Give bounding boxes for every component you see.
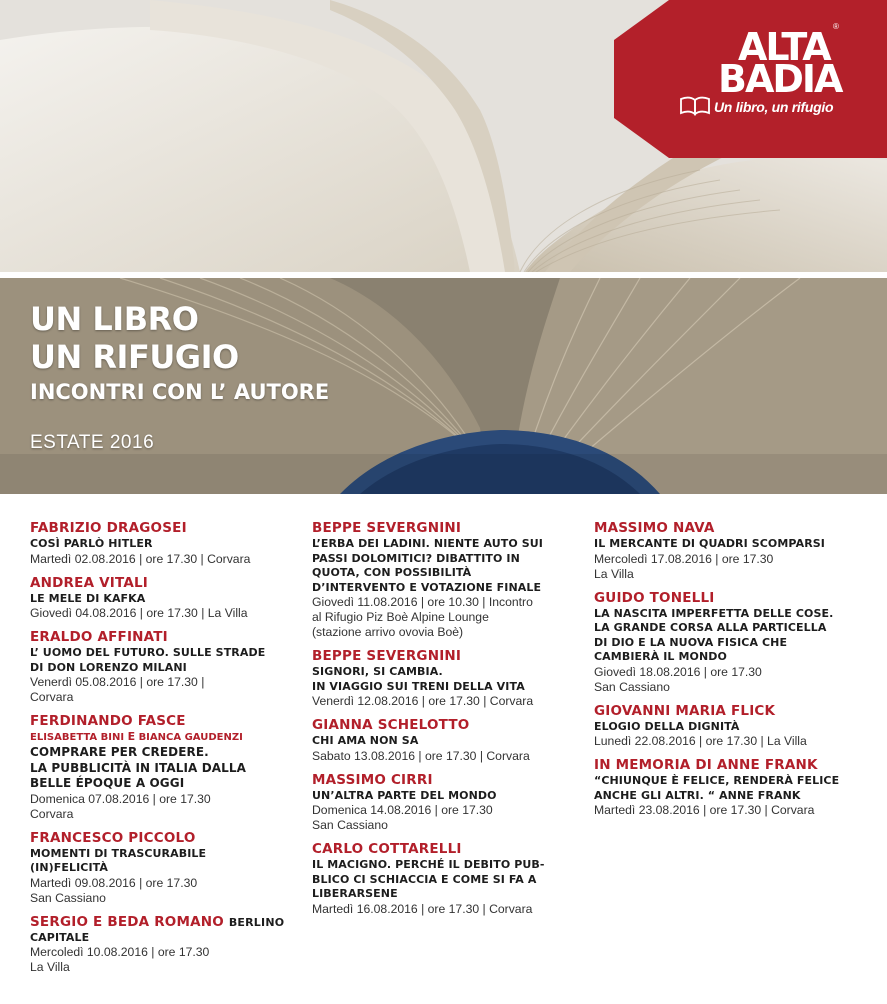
event-item bbox=[30, 830, 300, 906]
subheadline: INCONTRI CON L’ AUTORE bbox=[30, 380, 330, 404]
event-title: L’ERBA DEI LADINI. NIENTE AUTO SUI PASSI DOLOMITICI? DIBATTITO IN QUOTA, CON POSSIBILITÀ D’INTERVENTO E VOTAZIONE FINALE bbox=[312, 537, 543, 594]
event-author: GUIDO TONELLI bbox=[594, 589, 715, 606]
event-author: SERGIO E BEDA ROMANO bbox=[30, 913, 224, 930]
event-item bbox=[312, 717, 584, 764]
event-info: Giovedì 04.08.2016 | ore 17.30 | La Villa bbox=[30, 606, 248, 620]
coauthor-name: ELISABETTA BINI bbox=[30, 732, 125, 743]
event-item bbox=[312, 841, 584, 917]
event-author: ANDREA VITALI bbox=[30, 574, 149, 591]
event-info: Giovedì 11.08.2016 | ore 10.30 | Incontro al Rifugio Piz Boè Alpine Lounge (stazione arrivo ovovia Boè) bbox=[312, 595, 533, 639]
headline-line-2: UN RIFUGIO bbox=[30, 338, 239, 376]
event-info: Mercoledì 17.08.2016 | ore 17.30 La Villa bbox=[594, 551, 774, 581]
event-item bbox=[30, 914, 300, 976]
event-info: Martedì 16.08.2016 | ore 17.30 | Corvara bbox=[312, 901, 533, 916]
event-title: LE MELE DI KAFKA bbox=[30, 591, 146, 605]
event-author: MASSIMO NAVA bbox=[594, 520, 715, 536]
event-author-line bbox=[30, 914, 300, 931]
event-info: Sabato 13.08.2016 | ore 17.30 | Corvara bbox=[312, 748, 530, 763]
event-item bbox=[30, 520, 300, 567]
event-title: CHI AMA NON SA bbox=[312, 734, 419, 747]
event-author: FABRIZIO DRAGOSEI bbox=[30, 520, 187, 536]
coauthor-join: E bbox=[127, 730, 136, 743]
event-info: Mercoledì 10.08.2016 | ore 17.30 La Villa bbox=[30, 945, 210, 974]
hero-photo-bottom bbox=[0, 278, 887, 494]
hero-headline-block bbox=[30, 300, 329, 454]
event-info: Domenica 07.08.2016 | ore 17.30 Corvara bbox=[30, 791, 211, 821]
event-info: Giovedì 18.08.2016 | ore 17.30 San Cassiano bbox=[594, 664, 762, 694]
event-info: Martedì 23.08.2016 | ore 17.30 | Corvara bbox=[594, 803, 815, 817]
event-author: FERDINANDO FASCE bbox=[30, 713, 186, 729]
event-author: BEPPE SEVERGNINI bbox=[312, 520, 462, 536]
event-title: “CHIUNQUE È FELICE, RENDERÀ FELICE ANCHE GLI ALTRI. “ ANNE FRANK bbox=[594, 774, 840, 802]
event-info: Domenica 14.08.2016 | ore 17.30 San Cassiano bbox=[312, 803, 493, 832]
headline-line-1: UN LIBRO bbox=[30, 300, 199, 338]
event-title-inline: BERLINO bbox=[228, 915, 285, 929]
event-title: COSÌ PARLÒ HITLER bbox=[30, 537, 153, 550]
event-title: IL MERCANTE DI QUADRI SCOMPARSI bbox=[594, 537, 825, 550]
event-author: CARLO COTTARELLI bbox=[312, 841, 462, 857]
coauthor-name: BIANCA GAUDENZI bbox=[138, 732, 243, 743]
event-title: COMPRARE PER CREDERE. LA PUBBLICITÀ IN ITALIA DALLA BELLE ÉPOQUE A OGGI bbox=[30, 745, 247, 790]
event-title: LA NASCITA IMPERFETTA DELLE COSE. LA GRANDE CORSA ALLA PARTICELLA DI DIO E LA NUOVA FISICA CHE CAMBIERÀ IL MONDO bbox=[594, 606, 834, 663]
event-author: GIANNA SCHELOTTO bbox=[312, 717, 470, 733]
event-author: IN MEMORIA DI ANNE FRANK bbox=[594, 757, 818, 773]
event-info: Martedì 09.08.2016 | ore 17.30 San Cassiano bbox=[30, 875, 198, 905]
event-title: CAPITALE bbox=[30, 930, 90, 944]
events-column-3 bbox=[594, 520, 864, 826]
event-item bbox=[30, 575, 300, 622]
event-item bbox=[594, 703, 864, 750]
event-title: ELOGIO DELLA DIGNITÀ bbox=[594, 719, 740, 733]
logo-registered-mark: ® bbox=[833, 22, 839, 31]
events-column-2 bbox=[312, 520, 584, 925]
event-info: Venerdì 05.08.2016 | ore 17.30 | Corvara bbox=[30, 675, 205, 704]
event-item bbox=[30, 629, 300, 705]
event-title: MOMENTI DI TRASCURABILE (IN)FELICITÀ bbox=[30, 846, 207, 874]
season-label: ESTATE 2016 bbox=[30, 432, 155, 453]
event-author: GIOVANNI MARIA FLICK bbox=[594, 702, 776, 719]
event-info: Lunedì 22.08.2016 | ore 17.30 | La Villa bbox=[594, 734, 807, 748]
event-item bbox=[312, 648, 584, 709]
event-title: UN’ALTRA PARTE DEL MONDO bbox=[312, 788, 497, 802]
open-book-icon bbox=[679, 96, 711, 116]
logo-tagline: Un libro, un rifugio bbox=[714, 99, 834, 115]
event-item bbox=[594, 590, 864, 695]
event-coauthors bbox=[30, 730, 300, 745]
alta-badia-logo bbox=[614, 0, 887, 158]
event-item bbox=[312, 772, 584, 834]
event-item bbox=[30, 713, 300, 822]
logo-brand-line1: ALTA bbox=[738, 25, 830, 69]
event-title: SIGNORI, SI CAMBIA. IN VIAGGIO SUI TRENI DELLA VITA bbox=[312, 665, 525, 693]
logo-brand-line2: BADIA bbox=[718, 57, 842, 101]
event-item bbox=[312, 520, 584, 640]
event-author: FRANCESCO PICCOLO bbox=[30, 829, 196, 846]
event-author: ERALDO AFFINATI bbox=[30, 629, 168, 645]
event-item bbox=[594, 520, 864, 582]
event-item bbox=[594, 757, 864, 818]
event-info: Martedì 02.08.2016 | ore 17.30 | Corvara bbox=[30, 551, 251, 566]
event-author: MASSIMO CIRRI bbox=[312, 771, 433, 788]
event-author: BEPPE SEVERGNINI bbox=[312, 648, 462, 664]
event-title: IL MACIGNO. PERCHÉ IL DEBITO PUB- BLICO CI SCHIACCIA E COME SI FA A LIBERARSENE bbox=[312, 858, 545, 900]
events-column-1 bbox=[30, 520, 300, 983]
event-info: Venerdì 12.08.2016 | ore 17.30 | Corvara bbox=[312, 694, 534, 708]
event-title: L’ UOMO DEL FUTURO. SULLE STRADE DI DON LORENZO MILANI bbox=[30, 646, 266, 674]
